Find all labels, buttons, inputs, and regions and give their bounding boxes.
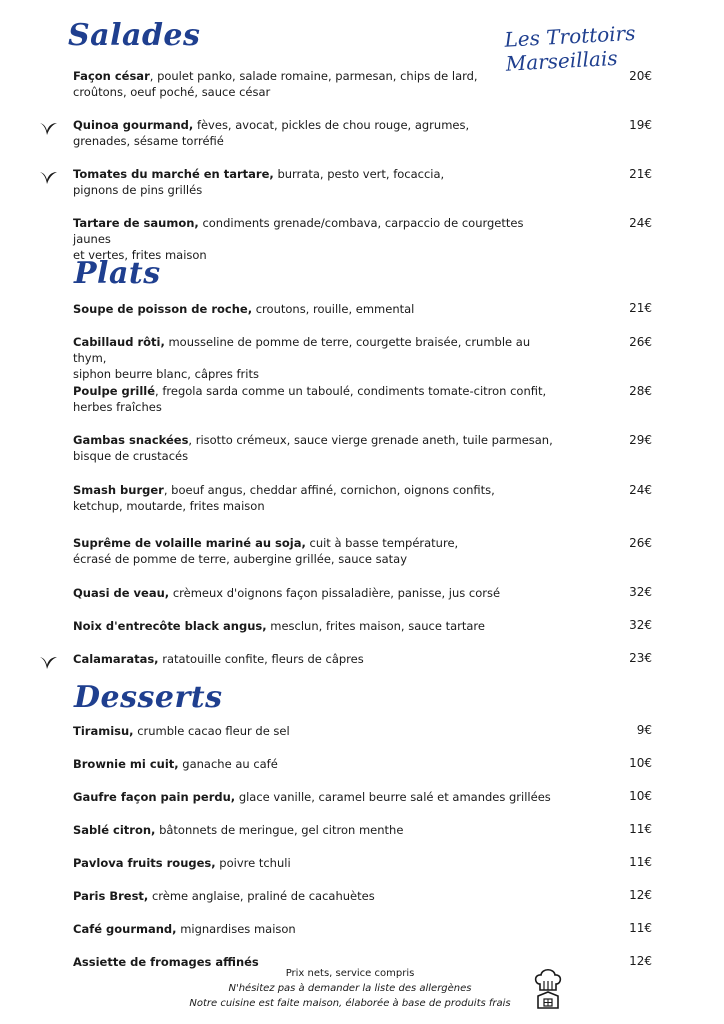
dish-price: 20€ — [629, 69, 652, 83]
menu-item — [73, 618, 553, 634]
dish-price: 11€ — [629, 855, 652, 869]
menu-item — [73, 68, 553, 100]
menu-item — [73, 432, 553, 464]
footer-allergens-note: N'hésitez pas à demander la liste des allergènes — [228, 983, 472, 994]
dish-description: mousseline de pomme de terre, courgette braisée, crumble au thym, — [73, 335, 531, 365]
dish-description: cuit à basse température, — [309, 536, 459, 550]
leaf-icon — [38, 168, 58, 188]
menu-item — [73, 585, 553, 601]
dish-price: 26€ — [629, 335, 652, 349]
dish-separator: , — [188, 433, 196, 447]
dish-description: fregola sarda comme un taboulé, condiments tomate-citron confit, — [162, 384, 547, 398]
dish-name: Façon césar — [73, 69, 150, 83]
dish-description: burrata, pesto vert, focaccia, — [277, 167, 445, 181]
menu-item — [73, 301, 553, 317]
dish-separator: , — [163, 483, 172, 497]
dish-description: poulet panko, salade romaine, parmesan, chips de lard, — [157, 69, 478, 83]
section-title-plats: Plats — [74, 256, 161, 291]
dish-description-cont: écrasé de pomme de terre, aubergine grillée, sauce satay — [73, 552, 408, 566]
menu-item — [73, 166, 553, 198]
dish-description: croutons, rouille, emmental — [255, 302, 415, 316]
section-title-salades: Salades — [68, 18, 201, 53]
dish-name: Soupe de poisson de roche, — [73, 302, 253, 316]
dish-name: Assiette de fromages affinés — [73, 955, 259, 969]
dish-description: crème anglaise, praliné de cacahuètes — [151, 889, 375, 903]
dish-price: 32€ — [629, 585, 652, 599]
dish-price: 21€ — [629, 167, 652, 181]
menu-item — [73, 723, 553, 739]
dish-name: Quasi de veau, — [73, 586, 170, 600]
dish-description: risotto crémeux, sauce vierge grenade aneth, tuile parmesan, — [195, 433, 553, 447]
menu-item — [73, 535, 553, 567]
dish-description-cont: herbes fraîches — [73, 400, 162, 414]
footer-prices-note: Prix nets, service compris — [285, 968, 415, 979]
dish-price: 29€ — [629, 433, 652, 447]
dish-price: 12€ — [629, 954, 652, 968]
dish-price: 19€ — [629, 118, 652, 132]
dish-separator: , — [155, 384, 163, 398]
dish-name: Tomates du marché en tartare, — [73, 167, 274, 181]
chef-hat-icon — [532, 966, 564, 1010]
dish-price: 12€ — [629, 888, 652, 902]
dish-description: crèmeux d'oignons façon pissaladière, panisse, jus corsé — [172, 586, 501, 600]
dish-name: Tartare de saumon, — [73, 216, 199, 230]
dish-name: Quinoa gourmand, — [73, 118, 194, 132]
dish-price: 9€ — [636, 723, 652, 737]
menu-item — [73, 117, 553, 149]
dish-description: bâtonnets de meringue, gel citron menthe — [159, 823, 404, 837]
menu-item — [73, 215, 553, 263]
dish-name: Calamaratas, — [73, 652, 159, 666]
dish-name: Poulpe grillé — [73, 384, 156, 398]
dish-price: 10€ — [629, 789, 652, 803]
dish-description: glace vanille, caramel beurre salé et amandes grillées — [238, 790, 551, 804]
dish-price: 11€ — [629, 921, 652, 935]
menu-item — [73, 651, 553, 667]
dish-description: poivre tchuli — [219, 856, 291, 870]
dish-price: 23€ — [629, 651, 652, 665]
dish-description: crumble cacao fleur de sel — [137, 724, 290, 738]
menu-item — [73, 756, 553, 772]
dish-name: Gambas snackées — [73, 433, 189, 447]
dish-description-cont: et vertes, frites maison — [73, 248, 207, 262]
dish-description: boeuf angus, cheddar affiné, cornichon, oignons confits, — [171, 483, 495, 497]
dish-description: mignardises maison — [180, 922, 296, 936]
menu-item — [73, 789, 553, 805]
dish-price: 26€ — [629, 536, 652, 550]
dish-price: 24€ — [629, 483, 652, 497]
leaf-icon — [38, 653, 58, 673]
menu-item — [73, 482, 553, 514]
menu-item — [73, 822, 553, 838]
dish-name: Paris Brest, — [73, 889, 149, 903]
dish-description: ratatouille confite, fleurs de câpres — [162, 652, 364, 666]
menu-item — [73, 888, 553, 904]
menu-item — [73, 383, 553, 415]
dish-price: 32€ — [629, 618, 652, 632]
leaf-icon — [38, 119, 58, 139]
dish-description-cont: bisque de crustacés — [73, 449, 189, 463]
dish-price: 24€ — [629, 216, 652, 230]
dish-description-cont: pignons de pins grillés — [73, 183, 203, 197]
dish-name: Pavlova fruits rouges, — [73, 856, 216, 870]
footer — [150, 966, 550, 1011]
dish-description: condiments grenade/combava, carpaccio de courgettes jaunes — [73, 216, 524, 246]
brand-logo: Les Trottoirs Marseillais — [503, 20, 636, 76]
dish-price: 10€ — [629, 756, 652, 770]
dish-description-cont: croûtons, oeuf poché, sauce césar — [73, 85, 271, 99]
dish-price: 11€ — [629, 822, 652, 836]
dish-name: Sablé citron, — [73, 823, 156, 837]
footer-homemade-note: Notre cuisine est faite maison, élaborée à base de produits frais — [189, 998, 511, 1009]
dish-name: Café gourmand, — [73, 922, 177, 936]
dish-name: Smash burger — [73, 483, 164, 497]
dish-description-cont: siphon beurre blanc, câpres frits — [73, 367, 259, 381]
dish-description-cont: ketchup, moutarde, frites maison — [73, 499, 265, 513]
menu-item — [73, 921, 553, 937]
dish-description-cont: grenades, sésame torréfié — [73, 134, 224, 148]
menu-item — [73, 855, 553, 871]
dish-price: 21€ — [629, 301, 652, 315]
dish-separator: , — [149, 69, 158, 83]
dish-name: Cabillaud rôti, — [73, 335, 165, 349]
dish-description: fèves, avocat, pickles de chou rouge, agrumes, — [196, 118, 470, 132]
section-title-desserts: Desserts — [74, 680, 223, 715]
dish-name: Tiramisu, — [73, 724, 134, 738]
dish-description: ganache au café — [182, 757, 278, 771]
dish-name: Noix d'entrecôte black angus, — [73, 619, 267, 633]
dish-price: 28€ — [629, 384, 652, 398]
dish-description: mesclun, frites maison, sauce tartare — [270, 619, 485, 633]
dish-name: Brownie mi cuit, — [73, 757, 179, 771]
dish-name: Suprême de volaille mariné au soja, — [73, 536, 306, 550]
menu-item — [73, 334, 553, 382]
dish-name: Gaufre façon pain perdu, — [73, 790, 236, 804]
